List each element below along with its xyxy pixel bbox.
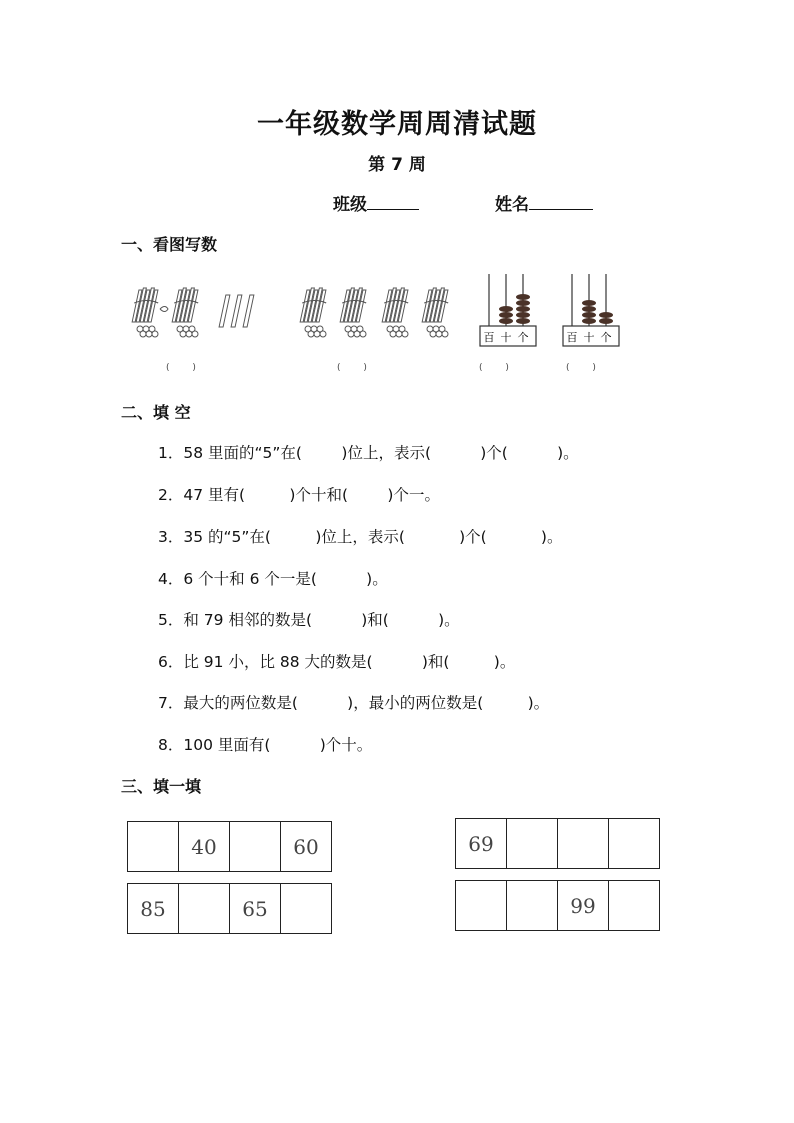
grid-cell[interactable] xyxy=(281,884,331,933)
stick-bundle-icon xyxy=(420,288,451,337)
single-stick-icon xyxy=(219,295,254,327)
answer-blank[interactable]: ( ) xyxy=(337,363,367,373)
stick-bundle-icon xyxy=(298,288,329,337)
grid-cell: 40 xyxy=(179,822,230,871)
abacus-1 xyxy=(477,270,541,350)
question-1[interactable]: 1．58 里面的“5”在( )位上，表示( )个( )。 xyxy=(158,444,579,462)
name-field xyxy=(495,190,593,215)
section2-heading: 二、填 空 xyxy=(121,403,191,422)
name-label: 姓名 xyxy=(495,195,529,215)
week-label: 第 7 周 xyxy=(368,155,426,175)
grid-cell[interactable] xyxy=(456,881,507,930)
abacus-ones-label: 个 xyxy=(600,331,612,344)
question-3[interactable]: 3．35 的“5”在( )位上，表示( )个( )。 xyxy=(158,528,563,546)
answer-blank[interactable]: ( ) xyxy=(566,363,596,373)
section3-heading: 三、填一填 xyxy=(121,777,202,796)
grid-cell: 85 xyxy=(128,884,179,933)
stick-bundle-icon xyxy=(170,288,201,337)
abacus-2 xyxy=(560,270,624,350)
question-8[interactable]: 8．100 里面有( )个十。 xyxy=(158,736,373,754)
section1-heading: 一、看图写数 xyxy=(121,235,218,254)
number-grid-2 xyxy=(455,818,660,869)
question-2[interactable]: 2．47 里有( )个十和( )个一。 xyxy=(158,486,440,504)
answer-blank[interactable]: ( ) xyxy=(166,363,196,373)
grid-cell[interactable] xyxy=(558,819,609,868)
question-5[interactable]: 5．和 79 相邻的数是( )和( )。 xyxy=(158,611,460,629)
question-4[interactable]: 4．6 个十和 6 个一是( )。 xyxy=(158,570,388,588)
grid-cell[interactable] xyxy=(128,822,179,871)
grid-cell[interactable] xyxy=(230,822,281,871)
grid-cell[interactable] xyxy=(507,819,558,868)
grid-cell[interactable] xyxy=(507,881,558,930)
stick-bundle-icon xyxy=(130,288,168,337)
grid-cell: 69 xyxy=(456,819,507,868)
abacus-ones-label: 个 xyxy=(517,331,529,344)
number-grid-3 xyxy=(127,883,332,934)
question-7[interactable]: 7．最大的两位数是( )，最小的两位数是( )。 xyxy=(158,694,550,712)
abacus-tens-label: 十 xyxy=(583,331,595,344)
question-6[interactable]: 6．比 91 小，比 88 大的数是( )和( )。 xyxy=(158,653,516,671)
grid-cell: 65 xyxy=(230,884,281,933)
abacus-hundreds-label: 百 xyxy=(566,331,578,344)
name-blank[interactable] xyxy=(529,191,593,210)
answer-blank[interactable]: ( ) xyxy=(479,363,509,373)
bundles-picture-1 xyxy=(128,285,268,347)
abacus-tens-label: 十 xyxy=(500,331,512,344)
number-grid-4 xyxy=(455,880,660,931)
class-field xyxy=(333,190,419,215)
stick-bundle-icon xyxy=(338,288,369,337)
class-label: 班级 xyxy=(333,195,367,215)
bundles-picture-2 xyxy=(296,285,466,347)
page-title: 一年级数学周周清试题 xyxy=(257,109,537,140)
stick-bundle-icon xyxy=(380,288,411,337)
abacus-bead xyxy=(582,300,613,324)
abacus-bead xyxy=(499,294,530,324)
grid-cell[interactable] xyxy=(179,884,230,933)
class-blank[interactable] xyxy=(367,191,419,210)
abacus-hundreds-label: 百 xyxy=(483,331,495,344)
grid-cell: 99 xyxy=(558,881,609,930)
grid-cell[interactable] xyxy=(609,881,659,930)
grid-cell: 60 xyxy=(293,834,319,859)
grid-cell[interactable] xyxy=(609,819,659,868)
number-grid-1 xyxy=(127,821,332,872)
